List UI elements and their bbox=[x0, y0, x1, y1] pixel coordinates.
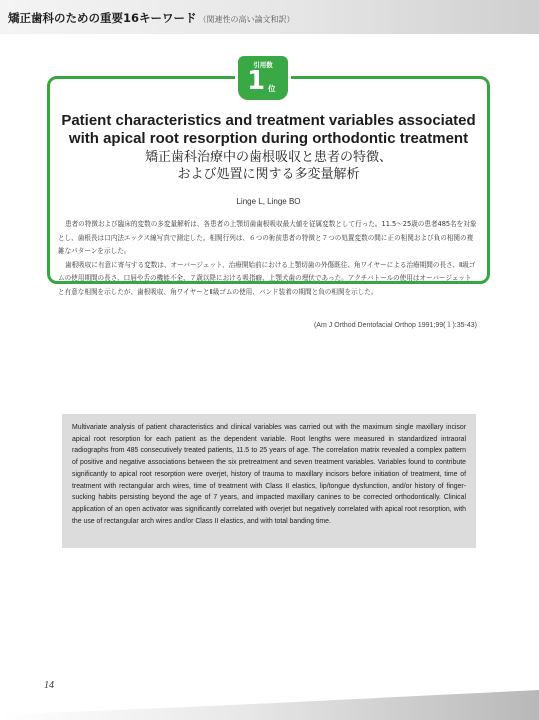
summary-paragraph-1: 患者の特徴および臨床的変数の多変量解析は、各患者の上顎切歯歯根吸収最大値を従属変数として行った。11.5〜25歳の患者485名を対象とし、歯根長は口内法エックス線写真で測定した。相関行列は、６つの術前患者の特徴と７つの処置変数の間に正の相関および負の相関の複雑なパターンを示した。 bbox=[58, 220, 477, 256]
header-title bbox=[8, 10, 295, 26]
rank-badge bbox=[238, 56, 288, 100]
japanese-summary bbox=[58, 218, 478, 300]
header-title-text: 矯正歯科のための重要16キーワード bbox=[8, 11, 197, 25]
article-title-en: Patient characteristics and treatment variables associated with apical root resorption during orthodontic treatment bbox=[61, 112, 476, 147]
article-title-ja bbox=[52, 149, 485, 183]
english-abstract-box bbox=[62, 414, 476, 548]
english-abstract: Multivariate analysis of patient characteristics and clinical variables was carried out with the maximum single maxillary incisor apical root resorption for each patient as the dependent variable. Root lengths were measured in standardized intraoral radiographs from 485 consecutively treated patients, 11.5 to 25 years of age. The correlation matrix revealed a complex pattern of positive and negative associations between the six pretreatment and seven treatment variables. Variables found to contribute significantly to apical root resorption were overjet, history of trauma to maxillary incisors before initiation of treatment, time of treatment with rectangular arch wires, time of treatment with Class II elastics, lip/tongue dysfunction, and/or history of finger-sucking habits persisting beyond the age of 7 years, and impacted maxillary canines to be corrected orthodontically. Clinical application of an open activator was significantly correlated with overjet but negatively correlated with apical root resorption, with the use of rectangular arch wires and/or Class II elastics, and with total banding time. bbox=[72, 424, 466, 525]
article-title-ja-line2: および処置に関する多変量解析 bbox=[177, 167, 360, 182]
rank-label: 引用数 bbox=[253, 61, 273, 69]
header-subtitle: （関連性の高い論文和訳） bbox=[198, 15, 295, 24]
rank-number: 1 bbox=[247, 66, 266, 96]
article-authors: Linge L, Linge BO bbox=[236, 197, 301, 206]
summary-paragraph-2: 歯根吸収に有意に寄与する変数は、オーバージェット、治療開始前における上顎切歯の外傷既往、角ワイヤーによる治療期間の長さ、Ⅱ級ゴムの使用期間の長さ、口唇や舌の機能不全、７歳以降における吸指癖、上顎犬歯の埋伏であった。アクチバトールの使用はオーバージェットと有意な相関を示したが、歯根吸収、角ワイヤーとⅡ級ゴムの使用、バンド装着の期間と負の相関を示した。 bbox=[58, 260, 476, 296]
rank-unit: 位 bbox=[268, 84, 276, 93]
page-number: 14 bbox=[44, 680, 54, 691]
article-title-ja-line1: 矯正歯科治療中の歯根吸収と患者の特徴、 bbox=[144, 150, 392, 165]
bottom-swoosh-decoration bbox=[0, 690, 539, 720]
citation: (Am J Orthod Dentofacial Orthop 1991;99(１):35-43) bbox=[313, 322, 477, 329]
